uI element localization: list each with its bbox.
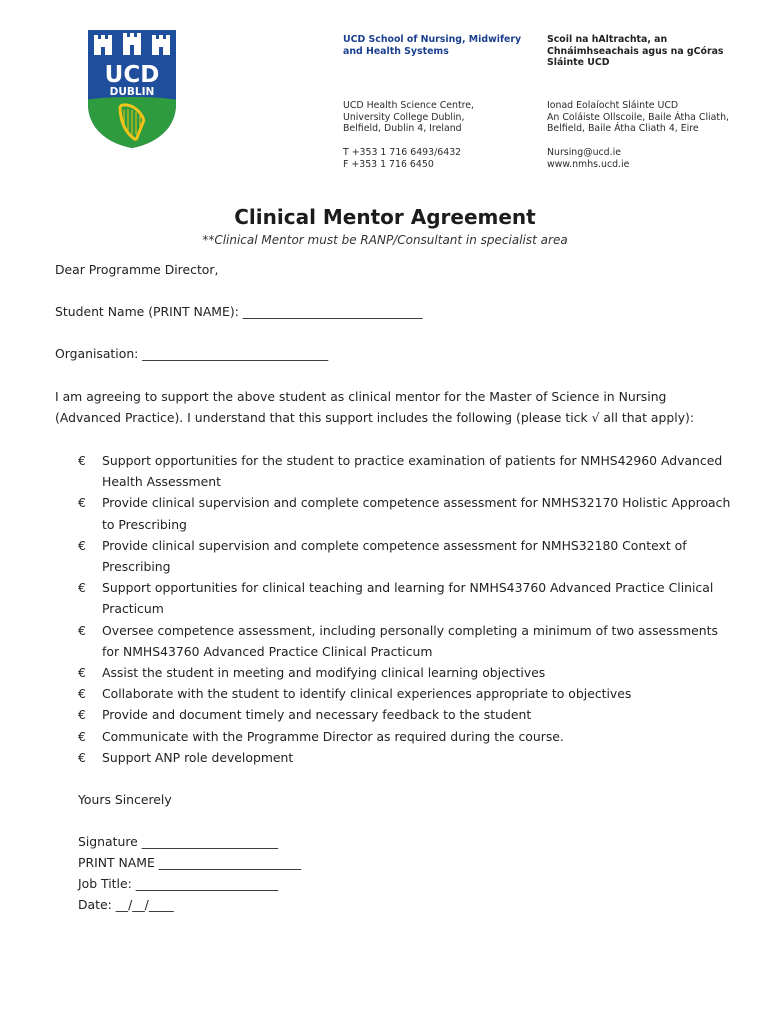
checkbox-bullet: € — [78, 537, 86, 553]
header-line: UCD Health Science Centre, — [343, 100, 475, 111]
header-line: Chnáimhseachais agus na gCóras — [547, 45, 724, 57]
address-irish — [547, 100, 729, 135]
school-name-english — [343, 34, 521, 57]
header-line: Ionad Eolaíocht Sláinte UCD — [547, 100, 679, 111]
checkbox-bullet: € — [78, 580, 86, 596]
checkbox-bullet: € — [78, 728, 86, 744]
header-line: An Coláiste Ollscoile, Baile Átha Cliath, — [547, 111, 730, 123]
closing: Yours Sincerely — [78, 792, 172, 807]
task-text: Provide clinical supervision and complete competence assessment for NMHS32170 Holistic Approach to Prescribing — [102, 495, 731, 532]
header-line: Sláinte UCD — [547, 57, 610, 69]
job-title-line: Job Title: _______________________ — [78, 876, 279, 891]
document-subtitle: **Clinical Mentor must be RANP/Consultant in specialist area — [202, 233, 568, 247]
header-line: UCD School of Nursing, Midwifery — [343, 34, 522, 45]
contact-website[interactable]: www.nmhs.ucd.ie — [547, 158, 630, 170]
checkbox-bullet: € — [78, 707, 86, 723]
header-line: Scoil na hAltrachta, an — [547, 34, 668, 45]
student-name-field — [55, 301, 422, 322]
student-name-blank: _____________________________ — [238, 304, 423, 319]
ucd-crest-logo — [86, 26, 178, 150]
list-item — [78, 704, 738, 725]
task-text: Support opportunities for clinical teaching and learning for NMHS43760 Advanced Practice Clinical Practicum — [102, 580, 714, 617]
list-item — [78, 726, 738, 747]
greeting: Dear Programme Director, — [55, 262, 219, 277]
task-text: Provide clinical supervision and complete competence assessment for NMHS32180 Context of Prescribing — [102, 537, 687, 575]
task-text: Communicate with the Programme Director as required during the course. — [102, 728, 564, 744]
list-item — [78, 535, 738, 577]
contact-email[interactable]: Nursing@ucd.ie — [547, 147, 621, 158]
list-item — [78, 747, 738, 768]
checkbox-bullet: € — [78, 453, 86, 468]
organisation-label: Organisation: — [55, 346, 139, 361]
header-line: F +353 1 716 6450 — [343, 158, 434, 170]
document-title: Clinical Mentor Agreement — [234, 205, 536, 229]
header-line: T +353 1 716 6493/6432 — [343, 147, 462, 158]
checkbox-bullet: € — [78, 749, 86, 765]
task-list — [78, 450, 738, 768]
address-english — [343, 100, 474, 135]
student-name-label: Student Name (PRINT NAME): — [55, 304, 239, 319]
list-item — [78, 683, 738, 704]
organisation-field — [55, 343, 328, 364]
intro-paragraph: I am agreeing to support the above student as clinical mentor for the Master of Science in Nursing (Advanced Practice). I understand that this support includes the following (please tick √ all that apply): — [55, 389, 695, 425]
signature-line: Signature ______________________ — [78, 834, 279, 849]
print-name-line: PRINT NAME _______________________ — [78, 855, 302, 870]
task-text: Assist the student in meeting and modifying clinical learning objectives — [102, 665, 546, 681]
list-item — [78, 450, 738, 492]
header-line: Belfield, Baile Átha Cliath 4, Eire — [547, 123, 699, 135]
contact-phone — [343, 147, 461, 170]
task-text: Collaborate with the student to identify clinical experiences appropriate to objectives — [102, 686, 632, 702]
header-line: and Health Systems — [343, 45, 449, 57]
checkbox-bullet: € — [78, 622, 86, 638]
list-item — [78, 492, 738, 534]
header-line: University College Dublin, — [343, 111, 465, 123]
contact-web — [547, 147, 629, 170]
organisation-blank: ______________________________ — [138, 346, 329, 361]
logo-text-ucd: UCD — [104, 62, 160, 88]
school-name-irish — [547, 34, 723, 69]
task-text: Support ANP role development — [102, 749, 294, 765]
task-text: Provide and document timely and necessary feedback to the student — [102, 707, 532, 723]
list-item — [78, 577, 738, 619]
task-text: Oversee competence assessment, including personally completing a minimum of two assessments for NMHS43760 Advanced Practice Clinical Practicum — [102, 622, 718, 659]
logo-text-dublin: DUBLIN — [109, 86, 155, 98]
header-line: Belfield, Dublin 4, Ireland — [343, 123, 462, 135]
list-item — [78, 662, 738, 683]
list-item — [78, 620, 738, 662]
date-line: Date: __/__/____ — [78, 897, 174, 912]
checkbox-bullet: € — [78, 495, 86, 511]
checkbox-bullet: € — [78, 686, 86, 702]
task-text: Support opportunities for the student to practice examination of patients for NMHS42960 Advanced Health Assessment — [102, 453, 723, 490]
checkbox-bullet: € — [78, 665, 86, 681]
